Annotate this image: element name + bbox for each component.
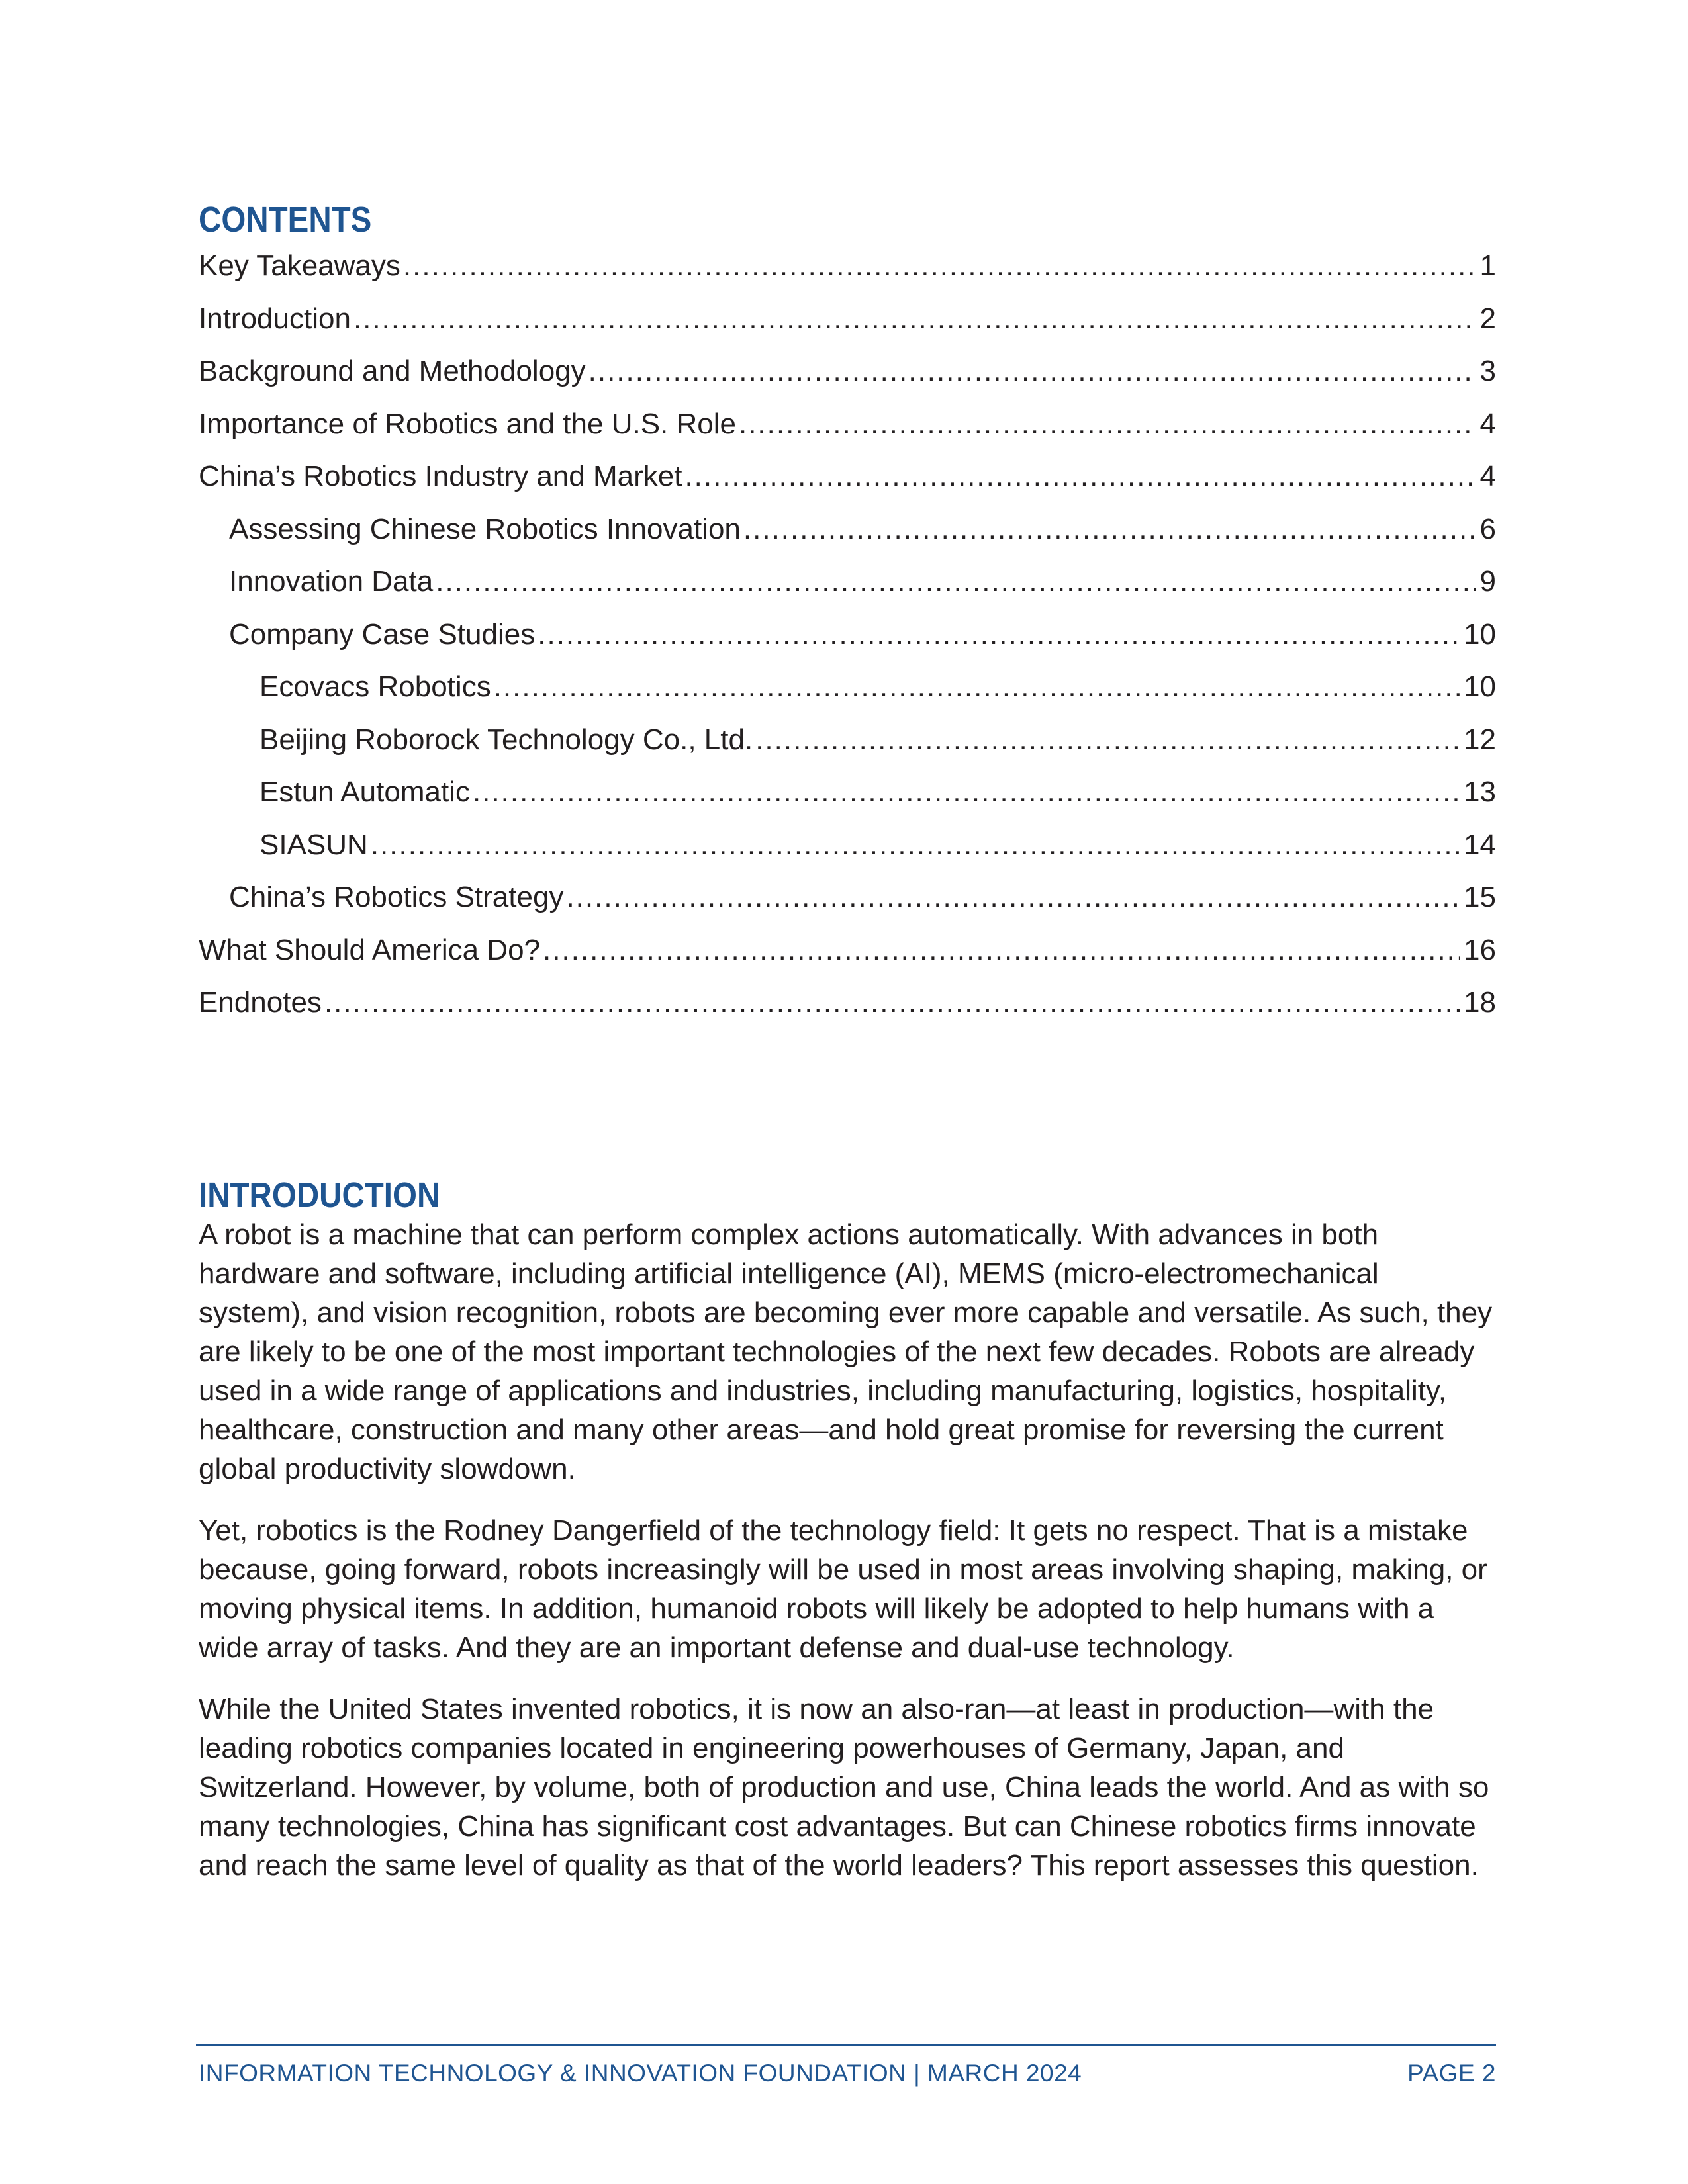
toc-leader-dots (588, 354, 1476, 388)
toc-entry-page: 4 (1479, 460, 1496, 492)
toc-leader-dots (494, 670, 1460, 704)
toc-entry[interactable] (199, 933, 1496, 986)
toc-entry-label: Endnotes (199, 986, 322, 1019)
toc-entry-page: 10 (1464, 670, 1496, 703)
document-page (199, 0, 1496, 2184)
toc-leader-dots (324, 985, 1460, 1020)
toc-entry-label: Introduction (199, 302, 351, 335)
toc-entry-page: 15 (1464, 881, 1496, 913)
toc-leader-dots (473, 775, 1460, 809)
toc-leader-dots (755, 723, 1460, 757)
toc-entry-page: 10 (1464, 617, 1496, 651)
toc-entry-label: China’s Robotics Industry and Market (199, 460, 682, 492)
toc-leader-dots (353, 302, 1476, 336)
toc-entry[interactable] (199, 512, 1496, 565)
toc-leader-dots (743, 512, 1476, 547)
contents-heading: CONTENTS (199, 200, 372, 240)
toc-entry-page: 12 (1464, 723, 1496, 756)
toc-entry-label: Company Case Studies (229, 617, 536, 651)
toc-leader-dots (543, 933, 1460, 968)
toc-entry-page: 13 (1464, 776, 1496, 808)
toc-leader-dots (403, 249, 1476, 283)
footer-publisher: INFORMATION TECHNOLOGY & INNOVATION FOUNDATION | MARCH 2024 (199, 2060, 1082, 2087)
toc-entry[interactable] (199, 985, 1496, 1038)
footer-page-number: PAGE 2 (1407, 2060, 1496, 2087)
toc-entry-page: 1 (1479, 250, 1496, 282)
toc-leader-dots (739, 407, 1476, 441)
toc-entry-page: 3 (1479, 355, 1496, 387)
toc-entry[interactable] (199, 723, 1496, 776)
toc-entry-label: Beijing Roborock Technology Co., Ltd. (259, 723, 753, 756)
toc-entry[interactable] (199, 617, 1496, 670)
toc-entry-label: What Should America Do? (199, 933, 541, 966)
intro-paragraph: While the United States invented robotics, it is now an also-ran—at least in production—with the leading robotics companies located in engineering powerhouses of Germany, Japan, and Switzerland. However, by volume, both of production and use, China leads the world. And as with so many technologies, China has significant cost advantages. But can Chinese robotics firms innovate and reach the same level of quality as that of the world leaders? This report assesses this question. (199, 1693, 1489, 1882)
introduction-heading: INTRODUCTION (199, 1175, 440, 1215)
toc-entry[interactable] (199, 565, 1496, 617)
toc-entry-page: 9 (1479, 565, 1496, 598)
toc-leader-dots (436, 565, 1476, 599)
toc-entry-label: Background and Methodology (199, 355, 586, 387)
toc-leader-dots (538, 617, 1460, 652)
toc-entry[interactable] (199, 249, 1496, 302)
toc-entry-label: Importance of Robotics and the U.S. Role (199, 407, 736, 440)
toc-entry[interactable] (199, 828, 1496, 881)
toc-entry-page: 18 (1464, 986, 1496, 1019)
toc-entry-label: Ecovacs Robotics (259, 670, 491, 703)
intro-paragraph: Yet, robotics is the Rodney Dangerfield of the technology field: It gets no respect. That is a mistake because, going forward, robots increasingly will be used in most areas involving shaping, making, or moving physical items. In addition, humanoid robots will likely be adopted to help humans with a wide array of tasks. And they are an important defense and dual-use technology. (199, 1514, 1487, 1664)
toc-entry[interactable] (199, 880, 1496, 933)
toc-entry[interactable] (199, 407, 1496, 460)
toc-entry-label: Innovation Data (229, 565, 434, 598)
toc-entry-label: SIASUN (259, 828, 368, 861)
toc-entry-page: 4 (1479, 407, 1496, 440)
toc-entry[interactable] (199, 775, 1496, 828)
toc-entry[interactable] (199, 302, 1496, 355)
toc-entry-page: 6 (1479, 512, 1496, 545)
toc-leader-dots (566, 880, 1460, 915)
toc-entry-page: 14 (1464, 828, 1496, 861)
toc-leader-dots (684, 459, 1476, 494)
toc-entry-label: Assessing Chinese Robotics Innovation (229, 512, 741, 545)
toc-entry-label: China’s Robotics Strategy (229, 881, 564, 913)
intro-paragraph: A robot is a machine that can perform complex actions automatically. With advances in both hardware and software, including artificial intelligence (AI), MEMS (micro-electromechanical system), and vision recognition, robots are becoming ever more capable and versatile. As such, they are likely to be one of the most important technologies of the next few decades. Robots are already used in a wide range of applications and industries, including manufacturing, logistics, hospitality, healthcare, construction and many other areas—and hold great promise for reversing the current global productivity slowdown. (199, 1218, 1493, 1485)
toc-entry[interactable] (199, 354, 1496, 407)
toc-entry-label: Key Takeaways (199, 250, 400, 282)
toc-entry-page: 2 (1479, 302, 1496, 335)
introduction-body (199, 1215, 1496, 1907)
toc-entry-label: Estun Automatic (259, 776, 470, 808)
toc-leader-dots (371, 828, 1460, 862)
footer-divider (196, 2044, 1496, 2046)
toc-entry[interactable] (199, 670, 1496, 723)
table-of-contents (199, 249, 1496, 1038)
toc-entry[interactable] (199, 459, 1496, 512)
toc-entry-page: 16 (1464, 933, 1496, 966)
